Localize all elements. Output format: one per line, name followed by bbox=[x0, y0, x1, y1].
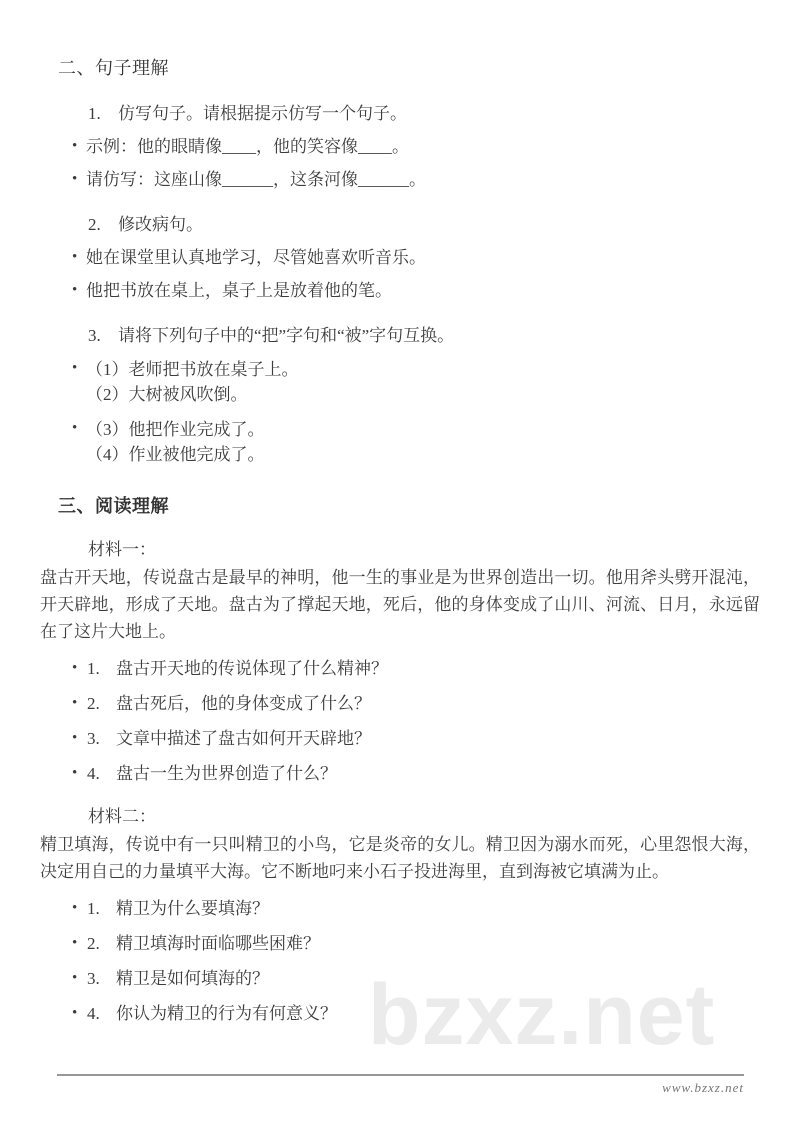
bullet-text: • 请仿写：这座山像______，这条河像______。 bbox=[86, 170, 426, 189]
reading-question bbox=[72, 897, 760, 920]
reading-question bbox=[72, 727, 760, 750]
bullet-item bbox=[72, 135, 760, 158]
question-number: • 4. bbox=[87, 1004, 100, 1023]
exercise-title bbox=[88, 324, 760, 347]
bullet-item bbox=[72, 168, 760, 191]
question-number: • 4. bbox=[87, 764, 100, 783]
exercise-number: 1. bbox=[88, 104, 101, 123]
sentence-pair bbox=[86, 417, 265, 467]
sentence-pair-line: （4）作业被他完成了。 bbox=[86, 445, 265, 464]
bullet-item bbox=[72, 357, 760, 407]
reading-question bbox=[72, 967, 760, 990]
exercise-title bbox=[88, 213, 760, 236]
question-text: 文章中描述了盘古如何开天辟地？ bbox=[116, 729, 371, 748]
reading-question bbox=[72, 932, 760, 955]
sentence-pair-line: • （1）老师把书放在桌子上。 bbox=[86, 360, 299, 379]
sentence-pair-line: • （3）他把作业完成了。 bbox=[86, 420, 265, 439]
exercise-title-text: 仿写句子。请根据提示仿写一个句子。 bbox=[118, 104, 407, 123]
material-paragraph: 盘古开天地，传说盘古是最早的神明，他一生的事业是为世界创造出一切。他用斧头劈开混沌，开天辟地，形成了天地。盘古为了撑起天地，死后，他的身体变成了山川、河流、日月，永远留在了这片大地上。 bbox=[40, 568, 760, 641]
exercise-title-text: 请将下列句子中的“把”字句和“被”字句互换。 bbox=[118, 326, 455, 345]
material-label: 材料二： bbox=[88, 807, 156, 826]
bullet-item bbox=[72, 279, 760, 302]
bullet-text: • 她在课堂里认真地学习，尽管她喜欢听音乐。 bbox=[86, 248, 426, 267]
section-heading-sentence-comprehension: 二、句子理解 bbox=[58, 58, 169, 78]
question-number: • 3. bbox=[87, 729, 100, 748]
section-heading-reading-comprehension: 三、阅读理解 bbox=[58, 496, 169, 516]
bullet-text: • 示例：他的眼睛像____，他的笑容像____。 bbox=[86, 137, 409, 156]
reading-question bbox=[72, 762, 760, 785]
exercise-number: 3. bbox=[88, 326, 101, 345]
footer-url: www.bzxz.net bbox=[662, 1080, 744, 1095]
bullet-item bbox=[72, 246, 760, 269]
question-text: 盘古一生为世界创造了什么？ bbox=[116, 764, 337, 783]
reading-question bbox=[72, 657, 760, 680]
sentence-pair bbox=[86, 357, 299, 407]
exercise-number: 2. bbox=[88, 215, 101, 234]
reading-question bbox=[72, 692, 760, 715]
question-number: • 1. bbox=[87, 659, 100, 678]
question-number: • 3. bbox=[87, 969, 100, 988]
sentence-pair-line: （2）大树被风吹倒。 bbox=[86, 385, 248, 404]
bullet-item bbox=[72, 417, 760, 467]
reading-question bbox=[72, 1002, 760, 1025]
question-text: 盘古死后，他的身体变成了什么？ bbox=[116, 694, 371, 713]
question-number: • 2. bbox=[87, 934, 100, 953]
question-text: 精卫是如何填海的？ bbox=[116, 969, 269, 988]
bullet-text: • 他把书放在桌上，桌子上是放着他的笔。 bbox=[86, 281, 392, 300]
question-text: 精卫为什么要填海？ bbox=[116, 899, 269, 918]
material-label: 材料一： bbox=[88, 540, 156, 559]
footer-divider bbox=[57, 1074, 744, 1076]
question-text: 精卫填海时面临哪些困难？ bbox=[116, 934, 320, 953]
material-paragraph: 精卫填海，传说中有一只叫精卫的小鸟，它是炎帝的女儿。精卫因为溺水而死，心里怨恨大海，决定用自己的力量填平大海。它不断地叼来小石子投进海里，直到海被它填满为止。 bbox=[40, 835, 760, 881]
question-number: • 1. bbox=[87, 899, 100, 918]
question-number: • 2. bbox=[87, 694, 100, 713]
exercise-title-text: 修改病句。 bbox=[118, 215, 203, 234]
watermark: bzxz.net bbox=[368, 967, 716, 1063]
exercise-title bbox=[88, 102, 760, 125]
question-text: 你认为精卫的行为有何意义？ bbox=[116, 1004, 337, 1023]
question-text: 盘古开天地的传说体现了什么精神？ bbox=[116, 659, 388, 678]
